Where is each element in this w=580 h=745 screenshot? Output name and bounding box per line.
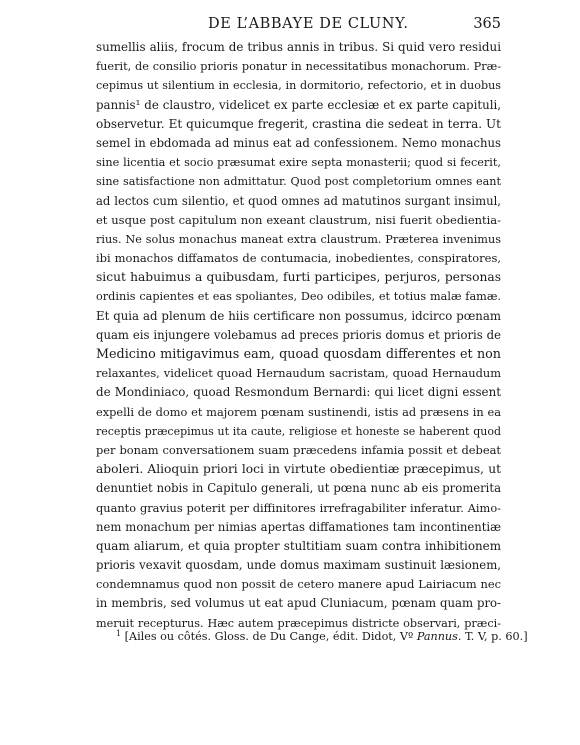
text-line: in membris, sed volumus ut eat apud Cluniacum, pœnam quam pro- bbox=[96, 596, 501, 611]
text-line: expelli de domo et majorem pœnam sustinendi, istis ad præsens in ea bbox=[96, 404, 501, 419]
footnote-text-before: [Ailes ou côtés. Gloss. de Du Cange, édit. Didot, Vº bbox=[124, 630, 417, 643]
text-line: quanto gravius poterit per diffinitores irrefragabiliter inferatur. Aimo- bbox=[96, 500, 501, 515]
text-line: per bonam conversationem suam præcedens infamia possit et debeat bbox=[96, 442, 501, 457]
text-line: relaxantes, videlicet quoad Hernaudum sacristam, quoad Hernaudum bbox=[96, 366, 501, 381]
text-line: sine licentia et socio præsumat exire septa monasterii; quod si fecerit, bbox=[96, 156, 501, 170]
text-line: observetur. Et quicumque fregerit, crastina die sedeat in terra. Ut bbox=[96, 116, 501, 131]
text-line: de Mondiniaco, quoad Resmondum Bernardi: qui licet digni essent bbox=[96, 385, 501, 400]
text-line: meruit recepturus. Hæc autem præcepimus districte observari, præci- bbox=[96, 616, 501, 630]
text-line: et usque post capitulum non exeant claustrum, nisi fuerit obedientia- bbox=[96, 212, 501, 227]
text-line: quam aliarum, et quia propter stultitiam suam contra inhibitionem bbox=[96, 538, 501, 553]
text-line: ordinis capientes et eas spoliantes, Deo odibiles, et totius malæ famæ. bbox=[96, 290, 501, 304]
text-line: receptis præcepimus ut ita caute, religiose et honeste se haberent quod bbox=[96, 424, 501, 438]
text-line: aboleri. Alioquin priori loci in virtute obedientiæ præcepimus, ut bbox=[96, 462, 501, 477]
body-text bbox=[96, 38, 501, 633]
text-line: sicut habuimus a quibusdam, furti participes, perjuros, personas bbox=[96, 270, 501, 285]
text-line: Medicino mitigavimus eam, quoad quosdam differentes et non bbox=[96, 347, 501, 362]
text-line: ad lectos cum silentio, et quod omnes ad matutinos surgant insimul, bbox=[96, 193, 501, 208]
text-line: prioris vexavit quosdam, unde domus maximam sustinuit læsionem, bbox=[96, 558, 501, 573]
footnote-italic-word: Pannus bbox=[416, 630, 458, 643]
text-line: Et quia ad plenum de hiis certificare non possumus, idcirco pœnam bbox=[96, 308, 501, 323]
text-line: pannis¹ de claustro, videlicet ex parte ecclesiæ et ex parte capituli, bbox=[96, 97, 501, 112]
text-line: nem monachum per nimias apertas diffamationes tam incontinentiæ bbox=[96, 519, 501, 534]
footnote-text-after: . T. V, p. 60.] bbox=[457, 630, 528, 643]
text-line: denuntiet nobis in Capitulo generali, ut pœna nunc ab eis promerita bbox=[96, 481, 501, 496]
text-line: quam eis injungere volebamus ad preces prioris domus et prioris de bbox=[96, 327, 501, 342]
text-line: semel in ebdomada ad minus eat ad confessionem. Nemo monachus bbox=[96, 135, 501, 150]
footnote bbox=[116, 626, 528, 645]
text-line: ibi monachos diffamatos de contumacia, inobedientes, conspiratores, bbox=[96, 251, 501, 266]
running-title: DE L’ABBAYE DE CLUNY. bbox=[208, 16, 409, 32]
text-line: rius. Ne solus monachus maneat extra claustrum. Præterea invenimus bbox=[96, 232, 501, 246]
text-line: cepimus ut silentium in ecclesia, in dormitorio, refectorio, et in duobus bbox=[96, 79, 501, 93]
running-head bbox=[96, 16, 501, 38]
text-line: fuerit, de consilio prioris ponatur in necessitatibus monachorum. Præ- bbox=[96, 60, 501, 74]
footnote-marker: 1 bbox=[116, 629, 122, 638]
text-line: sine satisfactione non admittatur. Quod post completorium omnes eant bbox=[96, 175, 501, 189]
text-line: sumellis aliis, frocum de tribus annis in tribus. Si quid vero residui bbox=[96, 40, 501, 54]
text-line: condemnamus quod non possit de cetero manere apud Lairiacum nec bbox=[96, 577, 501, 592]
page-number: 365 bbox=[473, 16, 501, 32]
